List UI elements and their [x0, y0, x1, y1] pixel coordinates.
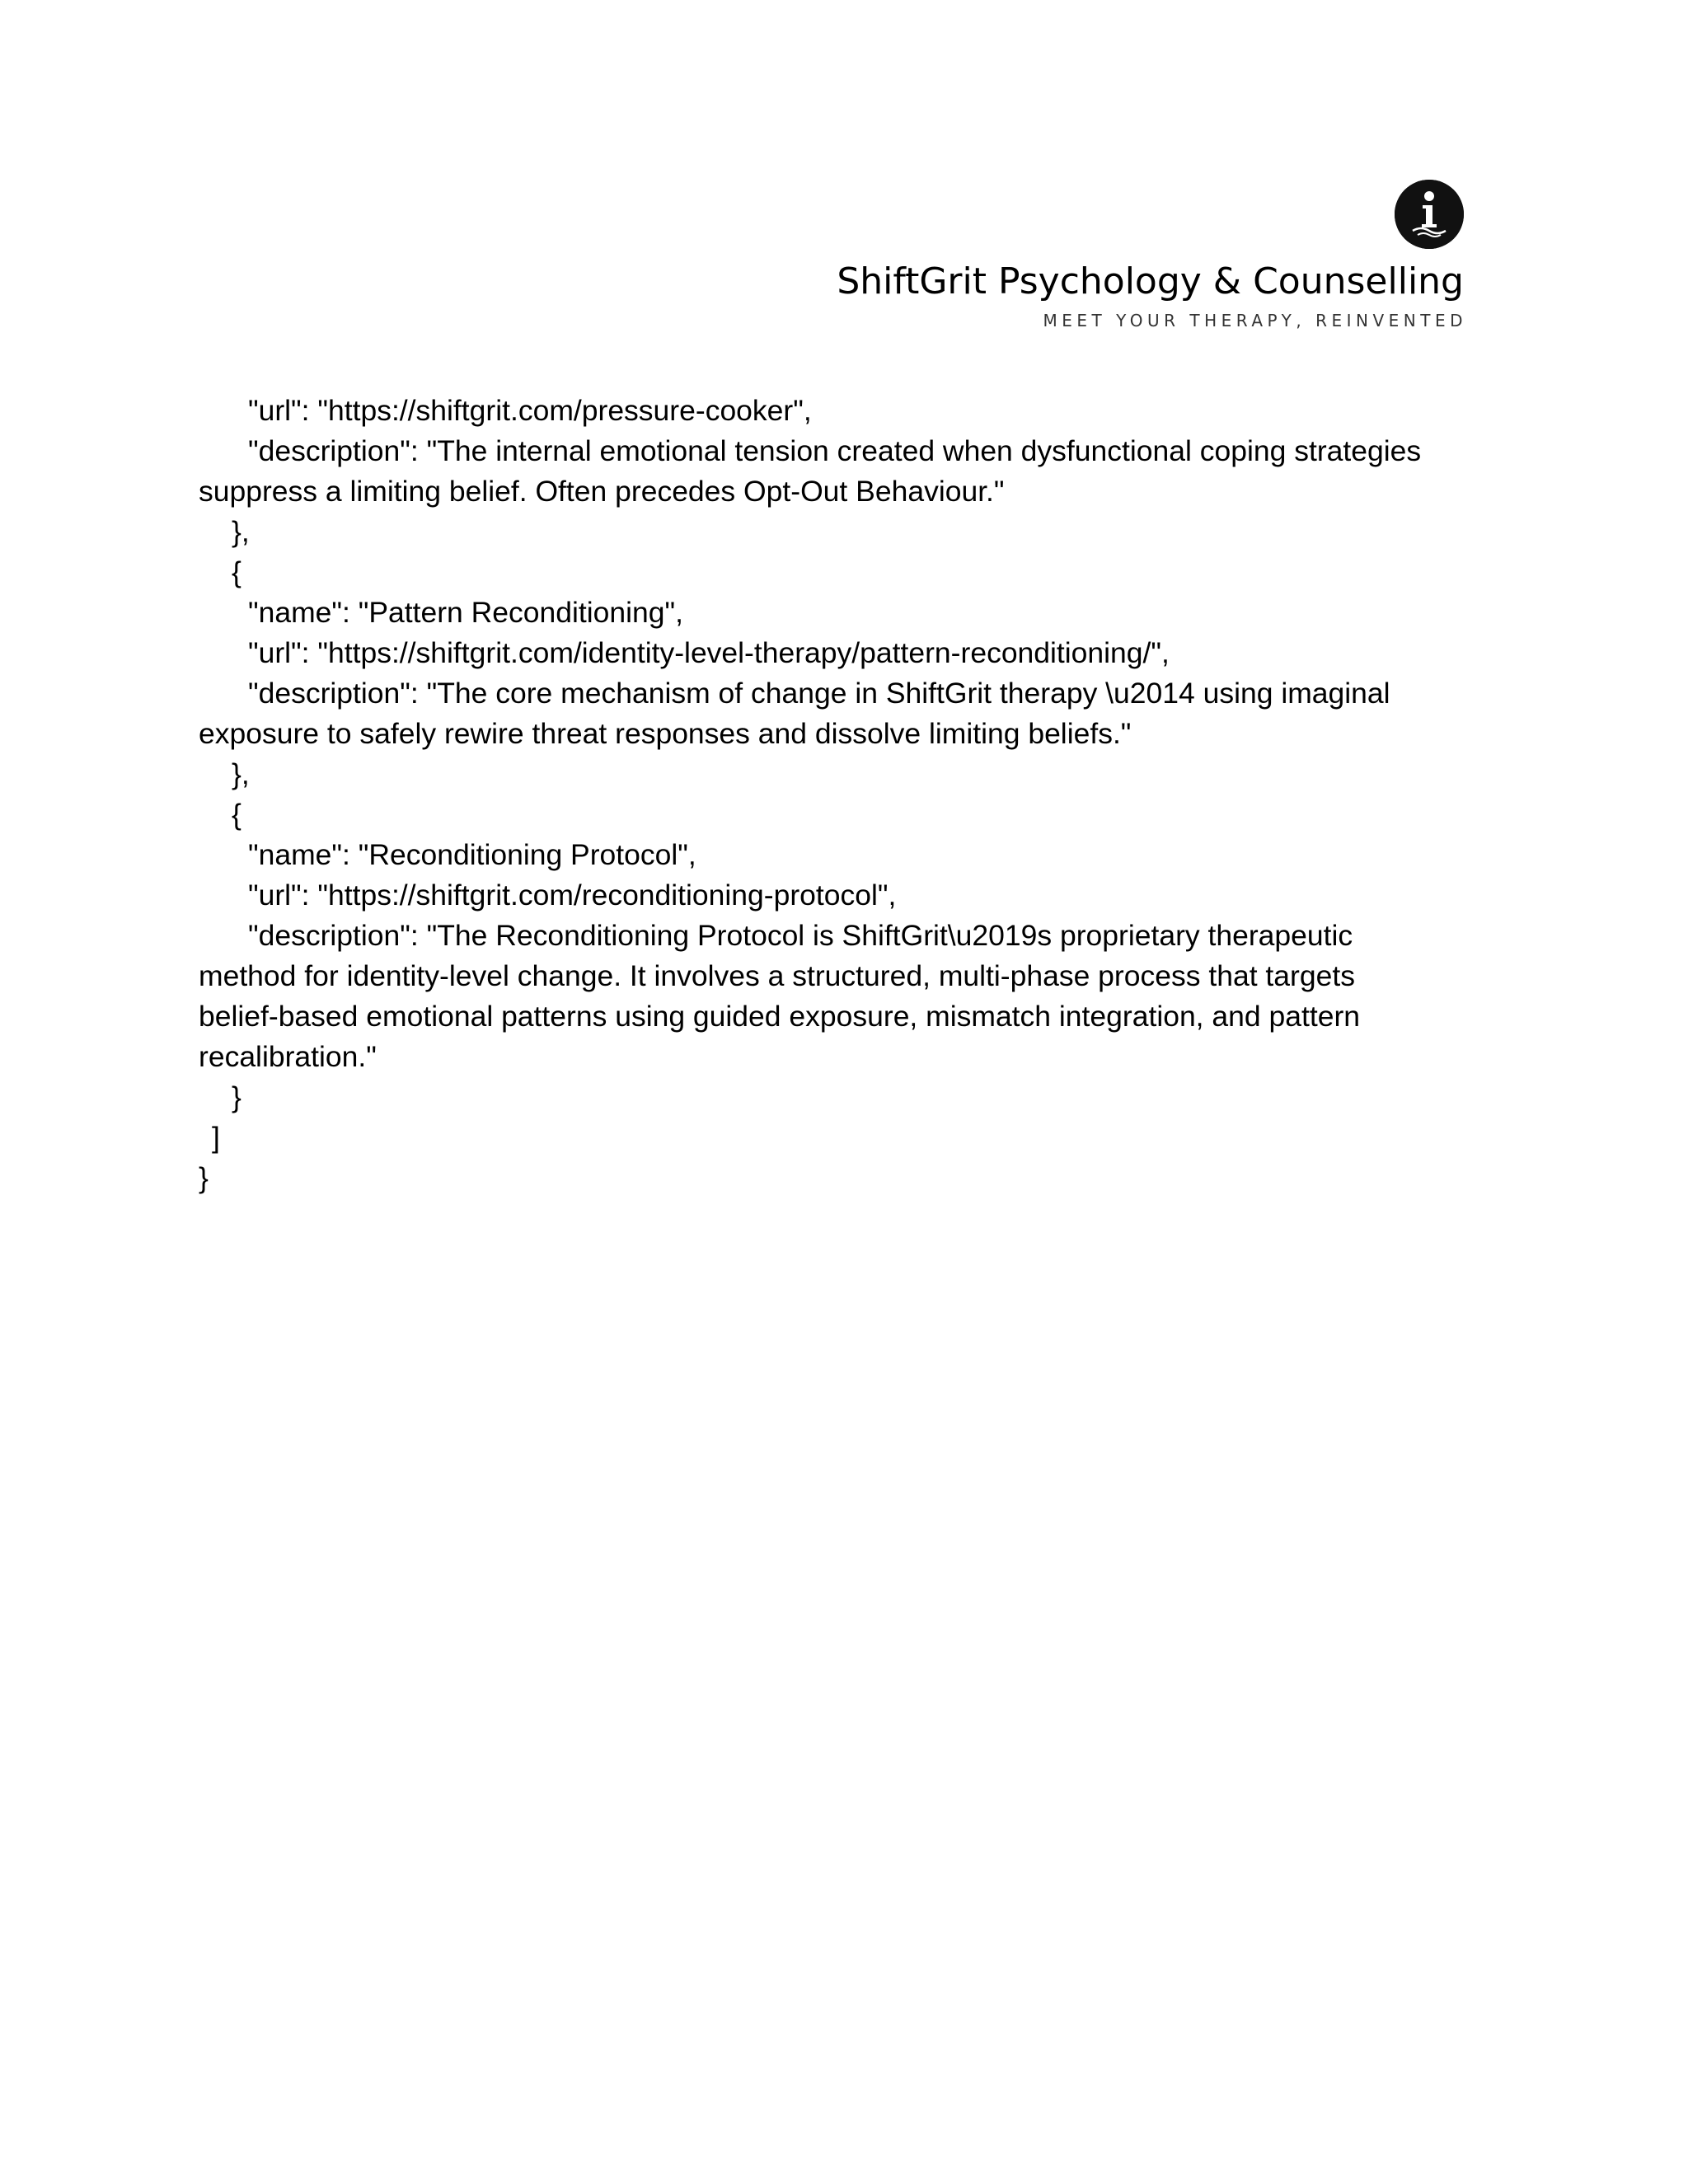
text-line: "name": "Pattern Reconditioning",	[248, 596, 683, 629]
organization-name: ShiftGrit Psychology & Counselling	[837, 260, 1464, 302]
text-line: suppress a limiting belief. Often precedes Opt-Out Behaviour."	[199, 475, 1005, 508]
text-line: "description": "The Reconditioning Protocol is ShiftGrit\u2019s proprietary therapeutic	[248, 919, 1353, 952]
text-line: "name": "Reconditioning Protocol",	[248, 838, 696, 871]
text-line: recalibration."	[199, 1040, 377, 1073]
text-line: {	[232, 555, 241, 588]
info-i-logo-icon	[1395, 180, 1464, 249]
organization-tagline: MEET YOUR THERAPY, REINVENTED	[1043, 311, 1467, 330]
text-line: belief-based emotional patterns using guided exposure, mismatch integration, and pattern	[199, 1000, 1361, 1033]
text-line: ]	[212, 1121, 220, 1154]
text-line: method for identity-level change. It involves a structured, multi-phase process that targets	[199, 959, 1355, 992]
text-line: },	[232, 757, 250, 790]
document-body	[199, 391, 1484, 1198]
text-line: exposure to safely rewire threat responses and dissolve limiting beliefs."	[199, 717, 1132, 750]
text-line: "url": "https://shiftgrit.com/pressure-cooker",	[248, 394, 812, 427]
text-line: "url": "https://shiftgrit.com/reconditioning-protocol",	[248, 879, 897, 912]
letterhead	[722, 180, 1467, 330]
text-line: },	[232, 515, 250, 548]
text-line: "url": "https://shiftgrit.com/identity-level-therapy/pattern-reconditioning/",	[248, 636, 1170, 669]
text-line: }	[232, 1080, 241, 1113]
text-line: {	[232, 798, 241, 831]
text-line: }	[199, 1161, 209, 1194]
text-line: "description": "The internal emotional tension created when dysfunctional coping strategies	[248, 434, 1422, 467]
text-line: "description": "The core mechanism of change in ShiftGrit therapy \u2014 using imaginal	[248, 677, 1390, 710]
